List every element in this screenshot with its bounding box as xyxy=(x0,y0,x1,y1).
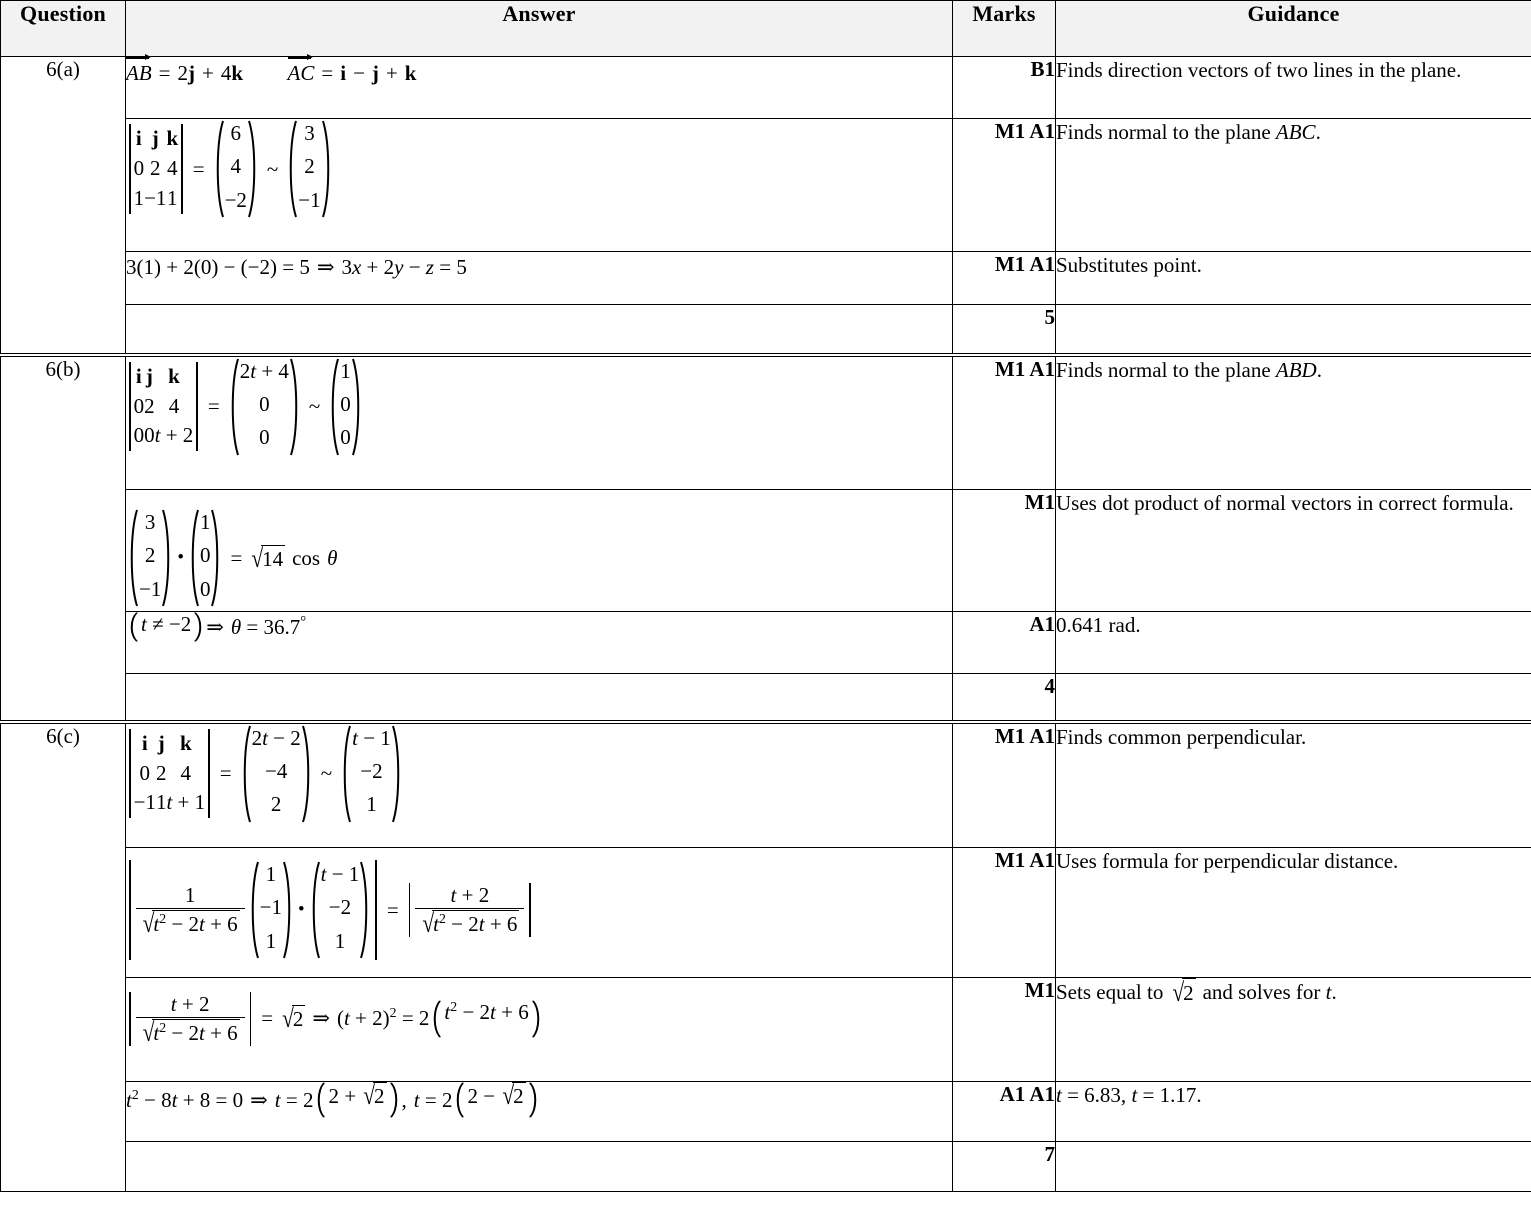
header-answer: Answer xyxy=(126,1,953,57)
table-row xyxy=(1,1082,1531,1142)
answer-cell-6c-total xyxy=(126,1142,953,1192)
answer-cell-6c-r2 xyxy=(126,848,953,978)
math-expression: $\frac{1}{√t^2 - 2t + 6}$ 1 −1 1 • t − 1 −2 1 = $\frac{t + 2}{√t^2 - 2t + 6}$ xyxy=(126,860,952,960)
column-vector-b: 1 0 0 xyxy=(187,508,224,608)
table-row xyxy=(1,355,1531,490)
marks-total-6b: 4 xyxy=(953,674,1056,722)
marks-cell-6b-r1: M1 A1 xyxy=(953,355,1056,490)
math-expression: i j k 0 2 4 1 −1 1 = 6 4 −2 ~ 3 2 −1 xyxy=(126,119,952,219)
guidance-cell-6b-r3: 0.641 rad. xyxy=(1056,612,1531,674)
column-vector-a: 1 −1 1 xyxy=(247,860,295,960)
vector-AB-icon: AB xyxy=(126,58,152,86)
guidance-cell-6b-r2: Uses dot product of normal vectors in correct formula. xyxy=(1056,490,1531,612)
header-question: Question xyxy=(1,1,126,57)
column-vector-simplified: t − 1 −2 1 xyxy=(339,724,404,824)
table-row xyxy=(1,848,1531,978)
column-vector-result: 6 4 −2 xyxy=(212,119,260,219)
guidance-cell-6a-r3: Substitutes point. xyxy=(1056,252,1531,305)
fraction: $\frac{t + 2}{√t^2 - 2t + 6}$ xyxy=(136,992,245,1046)
table-header-row xyxy=(1,1,1531,57)
table-row xyxy=(1,252,1531,305)
marks-cell-6c-r2: M1 A1 xyxy=(953,848,1056,978)
marks-cell-6b-r2: M1 xyxy=(953,490,1056,612)
answer-cell-6b-r1 xyxy=(126,355,953,490)
column-vector-simplified: 3 2 −1 xyxy=(285,119,333,219)
math-expression: AB = 2j + 4k AC = i − j + k xyxy=(126,57,952,87)
guidance-suffix: and solves for t. xyxy=(1202,980,1337,1005)
question-label-6b: 6(b) xyxy=(1,355,126,722)
table-row-total-6b xyxy=(1,674,1531,722)
bracket-group-root1: 2 + √2 xyxy=(313,1082,401,1118)
column-vector-a: 3 2 −1 xyxy=(126,508,174,608)
math-expression: 3 2 −1 • 1 0 0 = √14 cos θ xyxy=(126,508,952,608)
guidance-cell-6c-total xyxy=(1056,1142,1531,1192)
answer-cell-6a-total xyxy=(126,305,953,355)
table-row xyxy=(1,57,1531,119)
answer-cell-6c-r3 xyxy=(126,978,953,1082)
table-row xyxy=(1,612,1531,674)
math-expression: i j k 0 2 4 −1 1 t + 1 = 2t − 2 −4 2 ~ t − 1 −2 1 xyxy=(126,724,952,824)
math-expression: $\frac{t + 2}{√t^2 - 2t + 6}$ = √2 ⇒ $(t + 2)^2 = 2$ $t^2 - 2t + 6$ xyxy=(126,992,952,1046)
marks-cell-6a-r2: M1 A1 xyxy=(953,119,1056,252)
table-row-total-6c xyxy=(1,1142,1531,1192)
abs-expression xyxy=(126,992,254,1046)
guidance-cell-6c-r1: Finds common perpendicular. xyxy=(1056,722,1531,848)
guidance-cell-6a-r1: Finds direction vectors of two lines in the plane. xyxy=(1056,57,1531,119)
vector-AC-icon: AC xyxy=(288,58,315,86)
determinant-matrix: i j k 0 2 4 −1 1 t + 1 xyxy=(126,729,213,818)
answer-cell-6b-r3 xyxy=(126,612,953,674)
marks-cell-6c-r3: M1 xyxy=(953,978,1056,1082)
answer-cell-6a-r2 xyxy=(126,119,953,252)
guidance-prefix: Sets equal to xyxy=(1056,980,1164,1005)
marks-total-6c: 7 xyxy=(953,1142,1056,1192)
determinant-matrix: i j k 0 2 4 0 0 t + 2 xyxy=(126,362,201,451)
table-row xyxy=(1,722,1531,848)
table-row xyxy=(1,119,1531,252)
bracket-group-root2: 2 − √2 xyxy=(452,1082,540,1118)
question-label-6c: 6(c) xyxy=(1,722,126,1192)
answer-cell-6c-r1 xyxy=(126,722,953,848)
sqrt-14: √14 xyxy=(251,543,284,573)
dot-product-icon: • xyxy=(298,899,305,920)
math-expression: $t^2 - 8t + 8 = 0$ ⇒ t = 2 2 + √2 , t = 2 2 − √2 xyxy=(126,1082,952,1118)
marks-cell-6b-r3: A1 xyxy=(953,612,1056,674)
marks-cell-6a-r3: M1 A1 xyxy=(953,252,1056,305)
guidance-cell-6b-total xyxy=(1056,674,1531,722)
marks-cell-6c-r1: M1 A1 xyxy=(953,722,1056,848)
sqrt-2-icon: √2 xyxy=(1172,977,1194,1007)
answer-cell-6c-r4 xyxy=(126,1082,953,1142)
guidance-cell-6b-r1: Finds normal to the plane ABD. xyxy=(1056,355,1531,490)
math-expression: 3(1) + 2(0) − (−2) = 5 ⇒ 3x + 2y − z = 5 xyxy=(126,254,467,279)
fraction: $\frac{t + 2}{√t^2 - 2t + 6}$ xyxy=(415,883,524,937)
column-vector-b: t − 1 −2 1 xyxy=(308,860,373,960)
question-label-6a: 6(a) xyxy=(1,57,126,355)
abs-expression-left xyxy=(126,860,380,960)
table-row xyxy=(1,490,1531,612)
dot-product-icon: • xyxy=(177,547,184,568)
header-marks: Marks xyxy=(953,1,1056,57)
column-vector-result: 2t − 2 −4 2 xyxy=(239,724,314,824)
answer-cell-6a-r3 xyxy=(126,252,953,305)
table-row xyxy=(1,978,1531,1082)
header-guidance: Guidance xyxy=(1056,1,1531,57)
guidance-cell-6a-r2: Finds normal to the plane ABC. xyxy=(1056,119,1531,252)
column-vector-simplified: 1 0 0 xyxy=(327,357,364,457)
bracket-group: $t^2 - 2t + 6$ xyxy=(429,1000,543,1038)
guidance-cell-6a-total xyxy=(1056,305,1531,355)
math-expression: i j k 0 2 4 0 0 t + 2 = 2t + 4 0 0 ~ 1 0 0 xyxy=(126,357,952,457)
answer-cell-6a-r1 xyxy=(126,57,953,119)
guidance-cell-6c-r2: Uses formula for perpendicular distance. xyxy=(1056,848,1531,978)
condition-expression: t ≠ −2 xyxy=(126,612,206,642)
table-row-total-6a xyxy=(1,305,1531,355)
column-vector-result: 2t + 4 0 0 xyxy=(227,357,302,457)
answer-cell-6b-total xyxy=(126,674,953,722)
answer-cell-6b-r2 xyxy=(126,490,953,612)
fraction: $\frac{1}{√t^2 - 2t + 6}$ xyxy=(136,883,245,937)
abs-expression-right xyxy=(406,883,534,937)
marks-cell-6a-r1: B1 xyxy=(953,57,1056,119)
guidance-cell-6c-r4: t = 6.83, t = 1.17. xyxy=(1056,1082,1531,1142)
sqrt-2: √2 xyxy=(282,1004,304,1034)
marks-total-6a: 5 xyxy=(953,305,1056,355)
marks-cell-6c-r4: A1 A1 xyxy=(953,1082,1056,1142)
math-expression: t ≠ −2 ⇒ θ = 36.7° xyxy=(126,612,952,642)
guidance-cell-6c-r3 xyxy=(1056,978,1531,1082)
determinant-matrix: i j k 0 2 4 1 −1 1 xyxy=(126,124,186,213)
